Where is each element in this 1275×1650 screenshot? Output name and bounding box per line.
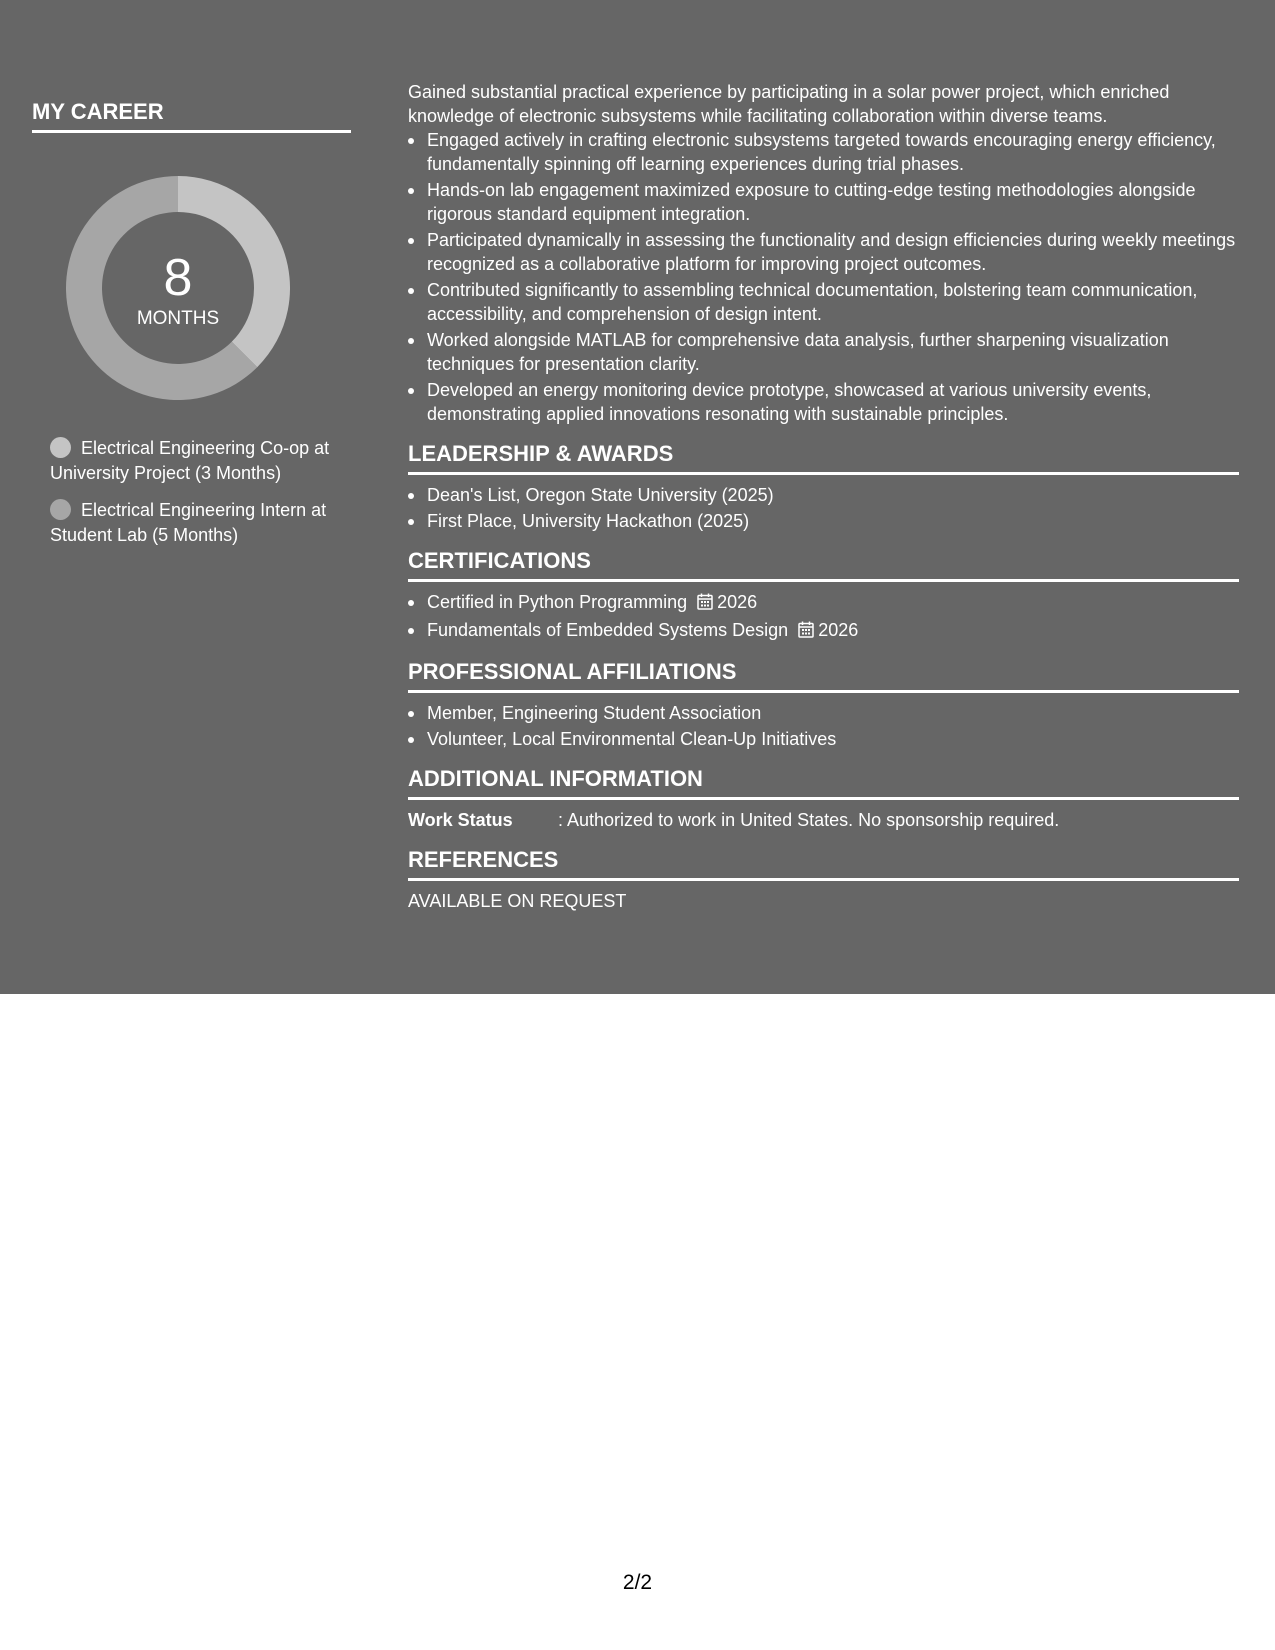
career-legend [50,436,340,560]
total-months-value: 8 [163,249,193,307]
legend-item [50,436,340,486]
additional-info-heading: ADDITIONAL INFORMATION [408,765,1239,800]
calendar-icon [697,592,713,616]
work-status-value: : Authorized to work in United States. No sponsorship required. [558,810,1060,830]
certifications-list [408,590,1239,644]
legend-label: Electrical Engineering Intern at Student Lab (5 Months) [50,500,327,545]
certifications-heading: CERTIFICATIONS [408,547,1239,582]
main-column [408,80,1239,913]
career-heading: MY CAREER [32,98,351,133]
legend-item [50,498,340,548]
list-item: First Place, University Hackathon (2025) [408,509,1239,533]
affiliations-heading: PROFESSIONAL AFFILIATIONS [408,658,1239,693]
affiliations-list [408,701,1239,751]
list-item [408,618,1239,644]
experience-bullets [408,128,1239,426]
work-status-label: Work Status [408,810,513,830]
legend-dot [50,499,71,520]
certification-name: Fundamentals of Embedded Systems Design [427,620,789,640]
list-item: Engaged actively in crafting electronic subsystems targeted towards encouraging energy efficiency, fundamentally spinning off learning experiences during trial phases. [408,128,1239,176]
list-item: Hands-on lab engagement maximized exposure to cutting-edge testing methodologies alongside rigorous standard equipment integration. [408,178,1239,226]
list-item: Participated dynamically in assessing the functionality and design efficiencies during weekly meetings recognized as a collaborative platform for improving project outcomes. [408,228,1239,276]
page-number: 2/2 [622,1571,653,1594]
leadership-list [408,483,1239,533]
work-status-row [408,808,1239,832]
list-item: Dean's List, Oregon State University (2025) [408,483,1239,507]
certification-name: Certified in Python Programming [427,592,688,612]
legend-dot [50,437,71,458]
references-text: AVAILABLE ON REQUEST [408,891,627,911]
list-item: Worked alongside MATLAB for comprehensive data analysis, further sharpening visualization techniques for presentation clarity. [408,328,1239,376]
career-column [32,98,351,545]
legend-label: Electrical Engineering Co-op at University Project (3 Months) [50,438,330,483]
list-item: Contributed significantly to assembling technical documentation, bolstering team communication, accessibility, and comprehension of design intent. [408,278,1239,326]
leadership-heading: LEADERSHIP & AWARDS [408,440,1239,475]
list-item [408,590,1239,616]
references-heading: REFERENCES [408,846,1239,881]
certification-year: 2026 [717,592,758,612]
list-item: Developed an energy monitoring device prototype, showcased at various university events, demonstrating applied innovations resonating with sustainable principles. [408,378,1239,426]
calendar-icon [798,620,814,644]
list-item: Member, Engineering Student Association [408,701,1239,725]
career-donut-chart [66,176,290,400]
total-months-unit: MONTHS [136,308,220,329]
experience-intro: Gained substantial practical experience by participating in a solar power project, which enriched knowledge of electronic subsystems while facilitating collaboration within diverse teams. [408,82,1170,126]
list-item: Volunteer, Local Environmental Clean-Up Initiatives [408,727,1239,751]
certification-year: 2026 [818,620,859,640]
